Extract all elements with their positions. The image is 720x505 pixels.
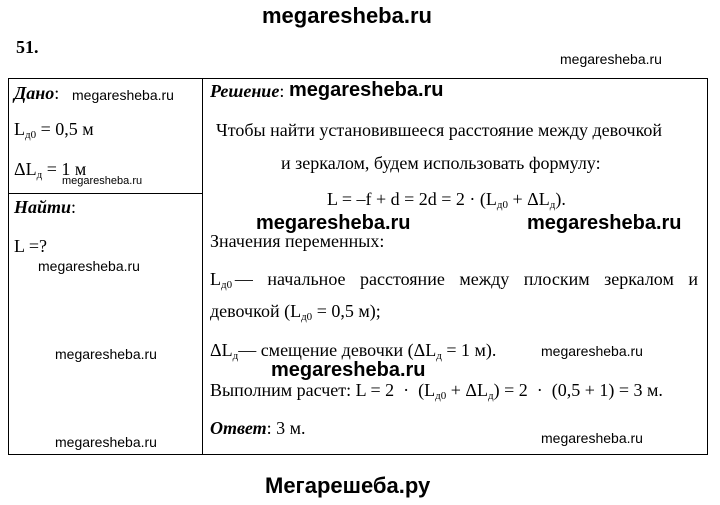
var1-text: — начальное расстояние между плоским зеркалом и bbox=[234, 269, 698, 289]
watermark-mid: megaresheba.ru bbox=[271, 359, 426, 381]
var1-sub: д0 bbox=[221, 279, 233, 291]
calc-end: ) = 2 · (0,5 + 1) = 3 м. bbox=[493, 380, 663, 400]
variable-1-line2 bbox=[210, 301, 381, 322]
var2-symbol: ΔL bbox=[210, 340, 233, 360]
given-l0 bbox=[14, 119, 94, 140]
solution-calc bbox=[210, 380, 663, 401]
watermark-find-2: megaresheba.ru bbox=[55, 346, 157, 362]
site-header: megaresheba.ru bbox=[262, 3, 432, 28]
given-dl-symbol: ΔL bbox=[14, 159, 37, 179]
solution-heading-label: Решение bbox=[210, 81, 280, 101]
var1-line2-end: = 0,5 м); bbox=[312, 301, 381, 321]
given-find-divider bbox=[8, 193, 203, 194]
var1-line2-sub: д0 bbox=[301, 311, 313, 323]
formula-end: ). bbox=[555, 189, 566, 209]
solution-intro-line1: Чтобы найти установившееся расстояние между девочкой bbox=[216, 120, 663, 140]
formula-sub1: д0 bbox=[496, 199, 509, 211]
formula-mid: + ΔL bbox=[508, 189, 550, 209]
watermark-answer: megaresheba.ru bbox=[541, 430, 643, 446]
solution-formula bbox=[327, 189, 566, 210]
find-heading-label: Найти bbox=[14, 197, 72, 217]
answer-label: Ответ bbox=[210, 418, 267, 438]
given-l0-value: = 0,5 м bbox=[36, 119, 94, 139]
table-left-border bbox=[8, 78, 9, 455]
find-expression: L =? bbox=[14, 236, 47, 256]
table-column-divider bbox=[202, 78, 203, 455]
find-heading-colon: : bbox=[71, 197, 77, 217]
answer-value: 3 м. bbox=[271, 418, 306, 438]
given-heading-colon: : bbox=[54, 83, 60, 103]
var2-text-end: = 1 м). bbox=[441, 340, 497, 360]
given-dl-sub: д bbox=[36, 169, 43, 181]
watermark-given-small: megaresheba.ru bbox=[62, 175, 143, 187]
formula-sub2: д bbox=[549, 199, 556, 211]
var1-symbol: L bbox=[210, 269, 221, 289]
watermark-row-left: megaresheba.ru bbox=[256, 212, 411, 234]
answer bbox=[210, 418, 305, 439]
given-l0-symbol: L bbox=[14, 119, 25, 139]
given-l0-sub: д0 bbox=[25, 129, 37, 141]
var2-text-start: — смещение девочки (ΔL bbox=[238, 340, 437, 360]
watermark-row-right: megaresheba.ru bbox=[527, 212, 682, 234]
var1-line2-start: девочкой (L bbox=[210, 301, 302, 321]
watermark-find-3: megaresheba.ru bbox=[55, 434, 157, 450]
solution-heading-colon: : bbox=[279, 81, 285, 101]
calc-start: Выполним расчет: L = 2 · (L bbox=[210, 380, 436, 400]
variable-1-line1 bbox=[210, 269, 698, 290]
find-heading bbox=[14, 197, 76, 218]
answer-colon: : bbox=[266, 418, 272, 438]
site-footer: Мегарешеба.ру bbox=[265, 473, 431, 498]
given-heading bbox=[14, 83, 59, 104]
calc-sub1: д0 bbox=[435, 390, 447, 402]
task-number: 51. bbox=[16, 37, 39, 57]
table-bottom-border bbox=[8, 454, 708, 455]
formula-start: L = –f + d = 2d = 2 · (L bbox=[327, 189, 497, 209]
solution-intro-line2: и зеркалом, будем использовать формулу: bbox=[281, 153, 601, 173]
solution-heading bbox=[210, 81, 284, 102]
table-right-border bbox=[707, 78, 708, 455]
calc-mid: + ΔL bbox=[446, 380, 488, 400]
given-heading-label: Дано bbox=[14, 83, 55, 103]
watermark-var2: megaresheba.ru bbox=[541, 343, 643, 359]
var2-sub: д bbox=[232, 350, 239, 362]
var1-symbol-wrap bbox=[210, 269, 232, 290]
watermark-header-right: megaresheba.ru bbox=[560, 51, 662, 67]
var2-text-sub: д bbox=[436, 350, 442, 362]
watermark-find-1: megaresheba.ru bbox=[38, 258, 140, 274]
watermark-given: megaresheba.ru bbox=[72, 87, 174, 103]
variable-2 bbox=[210, 340, 496, 361]
variables-heading: Значения переменных: bbox=[210, 231, 385, 251]
given-dl-value: = 1 м bbox=[42, 159, 87, 179]
calc-sub2: д bbox=[487, 390, 494, 402]
watermark-solution-heading: megaresheba.ru bbox=[289, 79, 444, 101]
